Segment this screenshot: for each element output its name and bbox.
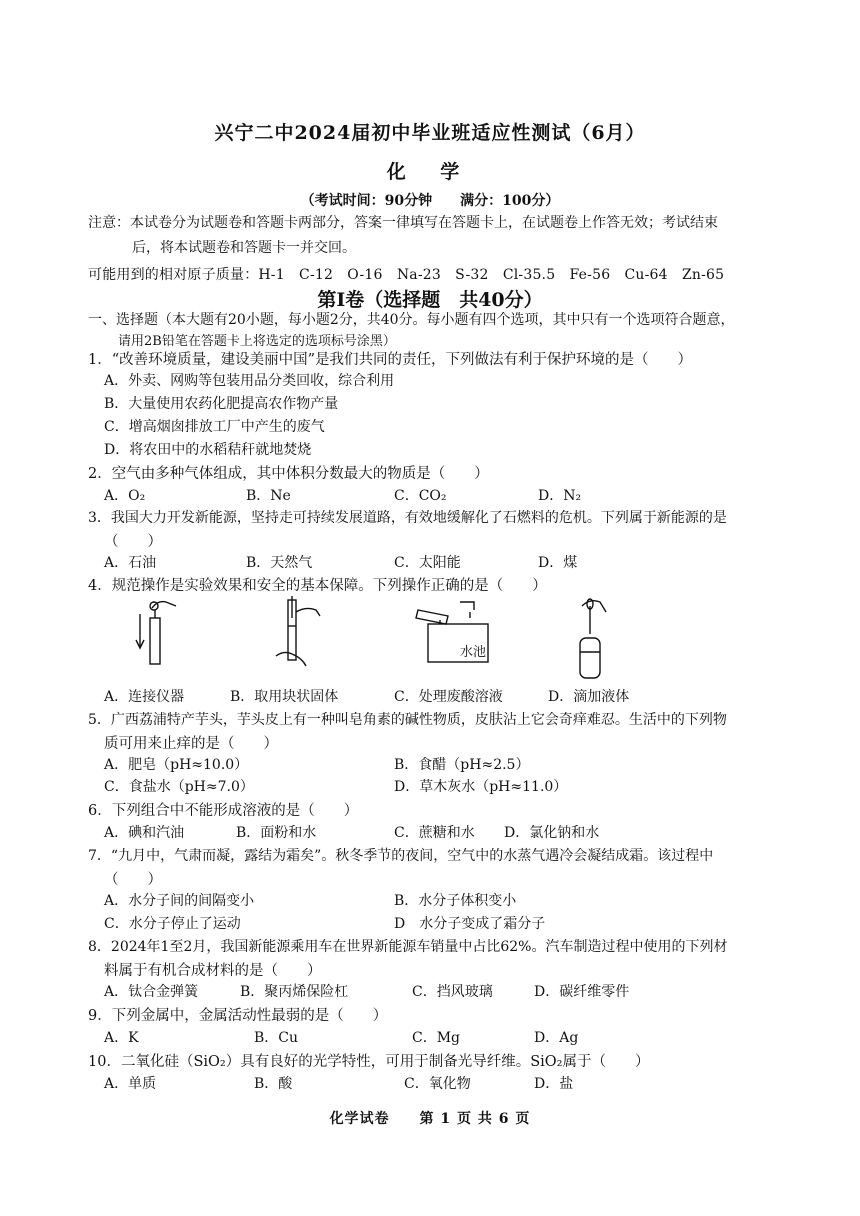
q3-stem: 3．我国大力开发新能源，坚持走可持续发展道路，有效地缓解化了石燃料的危机。下列属于新能源的是 <box>88 510 727 526</box>
q4-stem: 4．规范操作是实验效果和安全的基本保障。下列操作正确的是（ ） <box>88 578 547 594</box>
q7-option-a: A．水分子间的间隔变小 <box>104 893 255 909</box>
q10-option-c: C．氧化物 <box>404 1076 471 1092</box>
q1-option-d: D．将农田中的水稻秸秆就地焚烧 <box>104 442 312 458</box>
q9-option-c: C．Mg <box>412 1030 461 1046</box>
q8-option-d: D．碳纤维零件 <box>534 984 630 1000</box>
q6-option-b: B．面粉和水 <box>236 825 317 841</box>
q1-option-b: B．大量使用农药化肥提高农作物产量 <box>104 396 339 412</box>
q9-option-d: D．Ag <box>534 1030 579 1046</box>
q5-option-d: D．草木灰水（pH≈11.0） <box>394 779 568 795</box>
q7-option-c: C．水分子停止了运动 <box>104 916 241 932</box>
q10-option-d: D．盐 <box>534 1076 574 1092</box>
q9-option-a: A．K <box>104 1030 139 1046</box>
q10-option-a: A．单质 <box>104 1076 157 1092</box>
q5-stem: 5．广西荔浦特产芋头，芋头皮上有一种叫皂角素的碱性物质，皮肤沾上它会奇痒难忍。生活中的下列物 <box>88 712 727 728</box>
q7-stem: 7．“九月中，气肃而凝，露结为霜矣”。秋冬季节的夜间，空气中的水蒸气遇冷会凝结成霜。该过程中 <box>88 848 714 864</box>
q8-stem-2: 料属于有机合成材料的是（ ） <box>104 963 322 979</box>
subject-title: 化 学 <box>386 161 474 183</box>
page-footer: 化学试卷 第 1 页 共 6 页 <box>329 1111 531 1127</box>
notice-line-1: 注意：本试卷分为试题卷和答题卡两部分，答案一律填写在答题卡上，在试题卷上作答无效；考试结束 <box>88 215 718 231</box>
sink-label: 水池 <box>460 645 487 660</box>
q1-option-a: A．外卖、网购等包装用品分类回收，综合利用 <box>104 373 395 389</box>
q5-stem-2: 质可用来止痒的是（ ） <box>104 736 278 752</box>
q6-option-c: C．蔗糖和水 <box>394 825 475 841</box>
q6-option-d: D．氯化钠和水 <box>504 825 600 841</box>
q7-stem-2: （ ） <box>104 872 162 888</box>
q10-stem: 10．二氧化硅（SiO₂）具有良好的光学特性，可用于制备光导纤维。SiO₂属于（ ） <box>88 1054 650 1070</box>
q3-option-a: A．石油 <box>104 555 157 571</box>
q3-option-d: D．煤 <box>538 555 578 571</box>
q9-stem: 9．下列金属中，金属活动性最弱的是（ ） <box>88 1008 388 1024</box>
q1-option-c: C．增高烟囱排放工厂中产生的废气 <box>104 419 325 435</box>
connecting-instrument-figure <box>130 596 190 670</box>
q5-option-a: A．肥皂（pH≈10.0） <box>104 757 249 773</box>
q2-option-c: C．CO₂ <box>394 488 447 504</box>
exam-title: 兴宁二中2024届初中毕业班适应性测试（6月） <box>214 122 646 144</box>
q8-option-a: A．钛合金弹簧 <box>104 984 199 1000</box>
q7-option-d: D 水分子变成了霜分子 <box>394 916 546 932</box>
q5-option-c: C．食盐水（pH≈7.0） <box>104 779 254 795</box>
q5-option-b: B．食醋（pH≈2.5） <box>394 757 530 773</box>
atomic-masses: 可能用到的相对原子质量：H-1 C-12 O-16 Na-23 S-32 Cl-35.5 Fe-56 Cu-64 Zn-65 <box>88 267 725 283</box>
q7-option-b: B．水分子体积变小 <box>394 893 517 909</box>
dropping-liquid-figure <box>566 596 616 682</box>
exam-info: （考试时间：90分钟 满分：100分） <box>300 193 560 209</box>
notice-line-2: 后，将本试题卷和答题卡一并交回。 <box>132 240 356 256</box>
q8-stem: 8．2024年1至2月，我国新能源乘用车在世界新能源车销量中占比62%。汽车制造过程中使用的下列材 <box>88 939 728 955</box>
q2-option-a: A．O₂ <box>104 488 146 504</box>
block-solid-figure <box>262 596 324 672</box>
q4-option-a: A．连接仪器 <box>104 689 185 705</box>
q2-stem: 2．空气由多种气体组成，其中体积分数最大的物质是（ ） <box>88 466 489 482</box>
q2-option-b: B．Ne <box>246 488 291 504</box>
q10-option-b: B．酸 <box>254 1076 293 1092</box>
q6-option-a: A．碘和汽油 <box>104 825 185 841</box>
q8-option-b: B．聚丙烯保险杠 <box>240 984 349 1000</box>
q3-stem-2: （ ） <box>104 534 162 550</box>
q9-option-b: B．Cu <box>254 1030 299 1046</box>
q3-option-c: C．太阳能 <box>394 555 461 571</box>
q4-option-d: D．滴加液体 <box>548 689 630 705</box>
q6-stem: 6．下列组合中不能形成溶液的是（ ） <box>88 803 359 819</box>
section-intro-line-1: 一、选择题（本大题有20小题，每小题2分，共40分。每小题有四个选项，其中只有一个选项符合题意， <box>88 312 735 328</box>
q2-option-d: D．N₂ <box>538 488 582 504</box>
section-title: 第Ⅰ卷（选择题 共40分） <box>317 289 543 311</box>
section-intro-line-2: 请用2B铅笔在答题卡上将选定的选项标号涂黑） <box>118 334 396 349</box>
q3-option-b: B．天然气 <box>246 555 313 571</box>
q4-option-b: B．取用块状固体 <box>230 689 339 705</box>
q8-option-c: C．挡风玻璃 <box>412 984 493 1000</box>
q1-stem: 1．“改善环境质量，建设美丽中国”是我们共同的责任，下列做法有利于保护环境的是（ ） <box>88 352 693 368</box>
q4-option-c: C．处理废酸溶液 <box>394 689 503 705</box>
